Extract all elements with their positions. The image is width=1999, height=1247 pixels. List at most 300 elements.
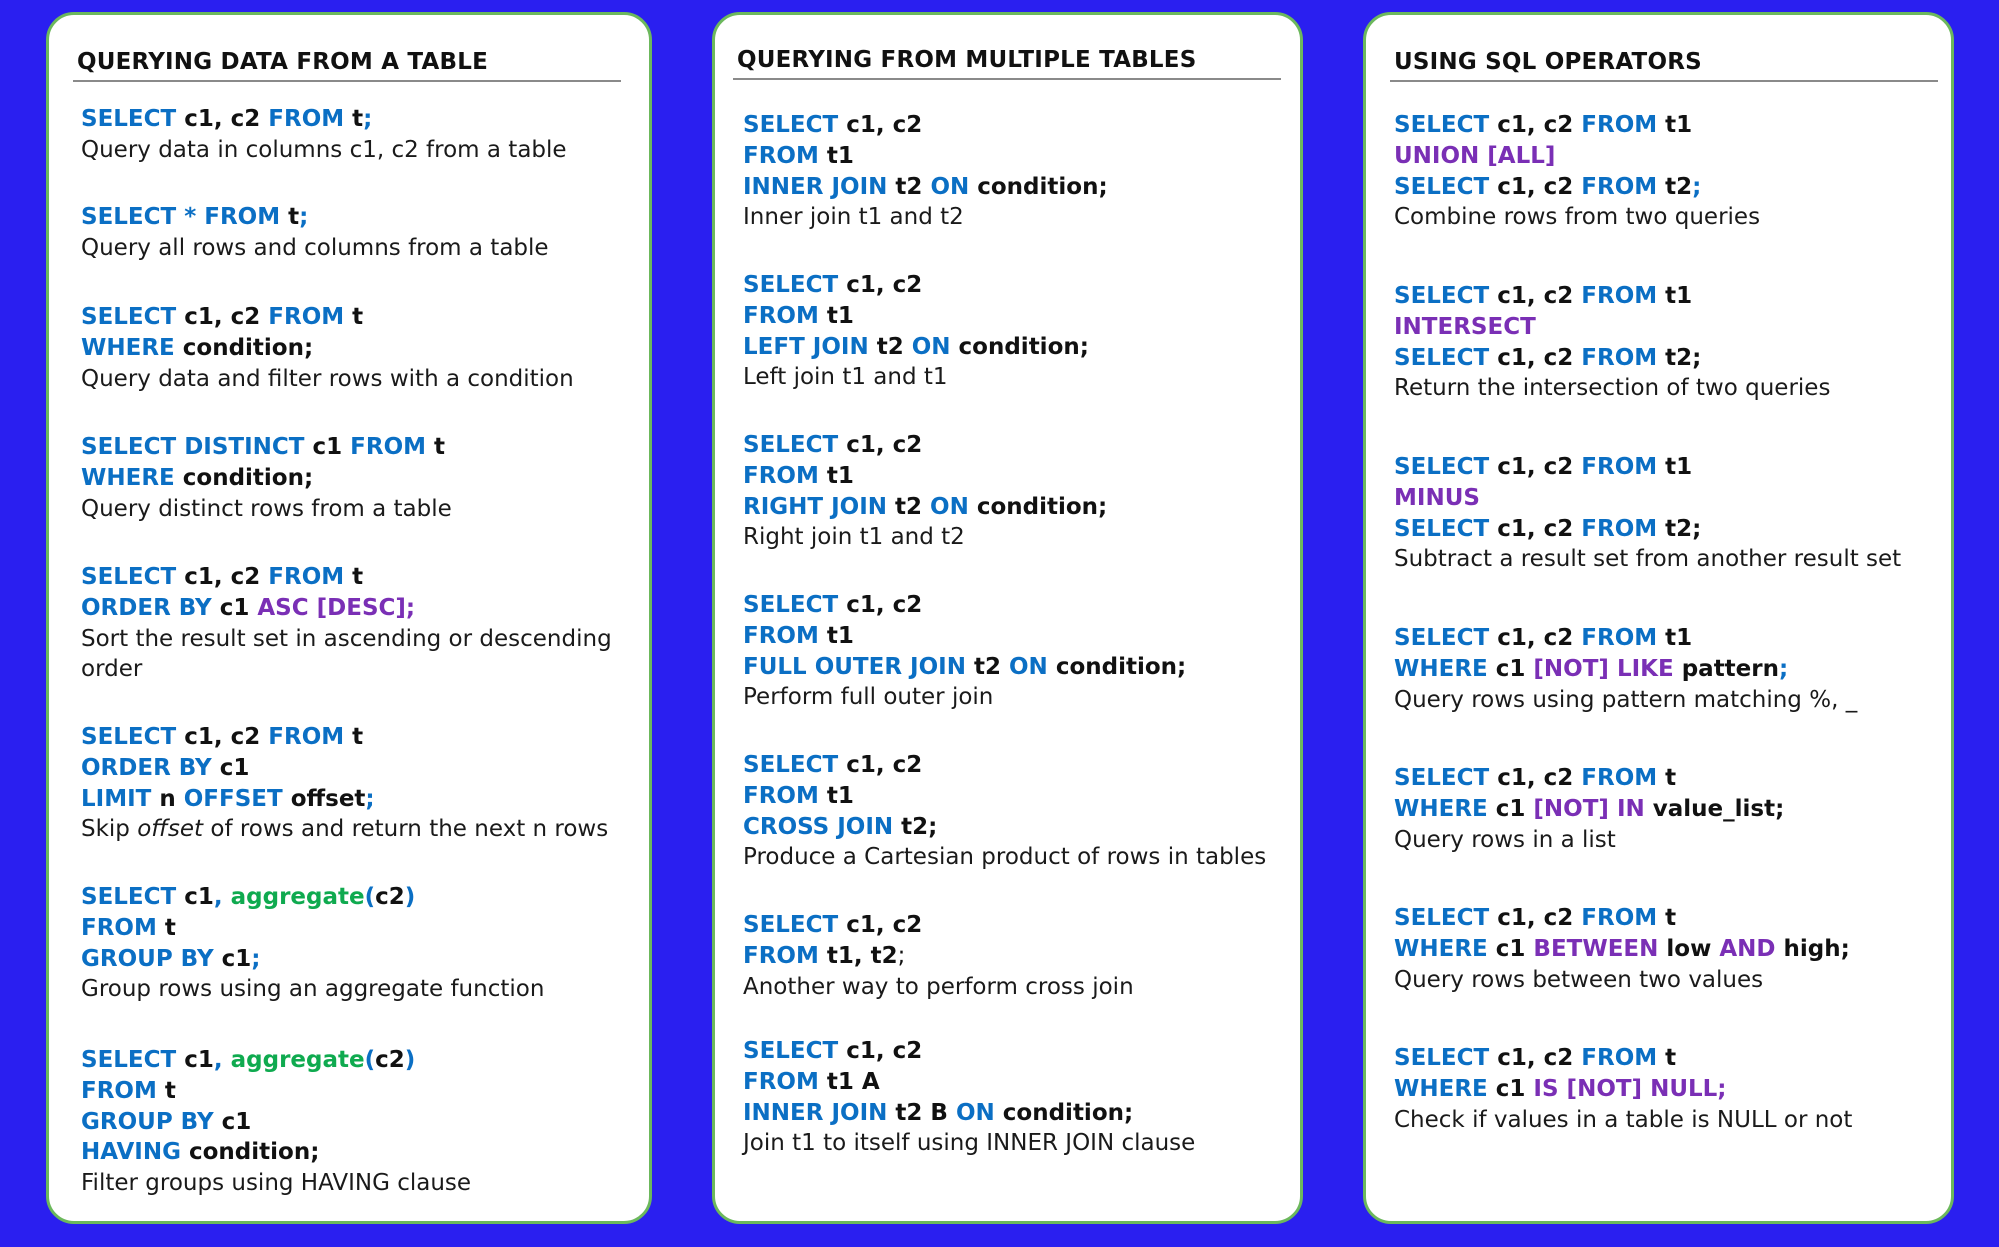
sql-code-line [743, 430, 1280, 461]
sql-operator: UNION [ALL] [1394, 142, 1556, 169]
sql-keyword: SELECT [1394, 765, 1498, 791]
sql-keyword: LIMIT [81, 785, 160, 812]
sql-code-line [1394, 654, 1931, 685]
description-text: Another way to perform cross join [743, 973, 1134, 1000]
sql-keyword: SELECT [81, 564, 185, 590]
sql-keyword: ON [930, 493, 977, 520]
code-text: t [164, 914, 176, 941]
sql-keyword: ; [1692, 173, 1702, 200]
sql-description [1394, 685, 1931, 716]
sql-keyword: SELECT [1394, 454, 1498, 480]
sql-entry [81, 562, 629, 685]
sql-code-line [1394, 141, 1931, 172]
code-text: t1 A [826, 1068, 880, 1095]
sql-keyword: FROM [1581, 515, 1666, 542]
description-text: Query distinct rows from a table [81, 495, 452, 522]
code-text: condition; [1055, 653, 1187, 680]
code-text: c1 [1495, 935, 1534, 962]
code-text: t2 [895, 173, 931, 200]
title-divider [73, 80, 621, 82]
code-text: c1, c2 [846, 592, 923, 618]
sql-keyword: SELECT [743, 432, 847, 458]
sql-keyword: FROM [1581, 344, 1666, 371]
sql-description [81, 1168, 629, 1199]
description-text: Sort the result set in ascending or descending order [81, 625, 612, 683]
code-text: n [159, 785, 184, 812]
column-using-sql-operators [1363, 12, 1954, 1224]
sql-code-line [1394, 794, 1931, 825]
sql-code-line [1394, 281, 1931, 312]
sql-code-line [81, 882, 629, 913]
code-text: t [352, 564, 364, 590]
code-text: t [288, 204, 300, 230]
code-text: t1 [826, 142, 854, 169]
sql-entry [1394, 623, 1931, 715]
code-text: c1 [221, 1108, 252, 1135]
code-text: condition; [1002, 1099, 1134, 1126]
code-text: t2; [901, 813, 938, 840]
code-text: c1 [184, 1047, 214, 1073]
sql-keyword: SELECT [81, 106, 185, 132]
sql-keyword: FROM [743, 622, 827, 649]
sql-keyword: SELECT DISTINCT [81, 434, 313, 460]
sql-code-line [1394, 934, 1931, 965]
sql-entry [81, 302, 629, 394]
sql-operator: [NOT] LIKE [1533, 655, 1682, 682]
code-text: c1, c2 [846, 112, 923, 138]
sql-entry [1394, 1043, 1931, 1135]
sql-keyword: ; [1779, 655, 1789, 682]
sql-description [81, 494, 629, 525]
sql-keyword: WHERE [1394, 1075, 1496, 1102]
sql-keyword: FULL OUTER JOIN [743, 653, 974, 680]
description-text: Return the intersection of two queries [1394, 375, 1831, 402]
sql-description [1394, 965, 1931, 996]
code-text: t2 [895, 493, 931, 520]
description-text: Subtract a result set from another result set [1394, 546, 1902, 573]
sql-function: aggregate [230, 884, 365, 910]
description-text: Query rows between two values [1394, 966, 1764, 993]
sql-code-line [81, 944, 629, 975]
sql-keyword: ON [1009, 653, 1056, 680]
sql-code-line [1394, 483, 1931, 514]
sql-keyword: ( [364, 884, 376, 910]
code-text: t [352, 106, 364, 132]
sql-keyword: FROM [81, 914, 165, 941]
code-text: c1 [221, 945, 252, 972]
sql-code-line [743, 812, 1280, 843]
sql-keyword: SELECT [81, 884, 185, 910]
sql-description [1394, 373, 1931, 404]
sql-code-line [81, 1045, 629, 1076]
sql-code-line [743, 172, 1280, 203]
sql-description [1394, 202, 1931, 233]
sql-keyword: GROUP BY [81, 1108, 222, 1135]
title-divider [1390, 80, 1938, 82]
code-text: t [434, 434, 446, 460]
sql-code-line [81, 302, 629, 333]
sql-code-line [81, 593, 629, 624]
sql-code-line [1394, 623, 1931, 654]
description-text: Inner join t1 and t2 [743, 204, 964, 231]
description-text: Query data and filter rows with a condition [81, 365, 574, 392]
sql-keyword: ( [364, 1047, 376, 1073]
sql-keyword: HAVING [81, 1139, 189, 1166]
sql-code-line [81, 753, 629, 784]
sql-entry [81, 1045, 629, 1199]
sql-keyword: FROM [350, 434, 435, 460]
sql-keyword: FROM [268, 724, 353, 750]
sql-keyword: SELECT [1394, 1045, 1498, 1071]
description-text: of rows and return the next n rows [203, 816, 609, 843]
sql-entry [81, 104, 629, 166]
sql-code-line [743, 301, 1280, 332]
code-text: c1, c2 [1497, 173, 1582, 200]
sql-entry [81, 202, 629, 264]
code-text: t [1665, 905, 1677, 931]
code-text: c1 [1495, 795, 1534, 822]
code-text: value_list; [1652, 795, 1785, 822]
code-text: c1, c2 [1497, 283, 1582, 309]
sql-keyword: SELECT [743, 592, 847, 618]
code-text: condition; [977, 173, 1108, 200]
description-text: Query rows in a list [1394, 826, 1616, 853]
italic-term: offset [137, 816, 204, 843]
sql-keyword: SELECT [81, 304, 185, 330]
sql-description [1394, 544, 1931, 575]
code-text: t1 [1665, 454, 1693, 480]
sql-code-line [743, 621, 1280, 652]
sql-code-line [743, 910, 1280, 941]
sql-description [743, 202, 1280, 233]
sql-code-line [1394, 172, 1931, 203]
code-text: c1, c2 [1497, 765, 1582, 791]
sql-keyword: SELECT [743, 272, 847, 298]
sql-description [81, 974, 629, 1005]
sql-keyword: OFFSET [183, 785, 291, 812]
code-text: t [1665, 1045, 1677, 1071]
code-text: t1 [1665, 283, 1693, 309]
sql-keyword: FROM [268, 564, 353, 590]
sql-keyword: FROM [743, 462, 827, 489]
code-text: t2; [1665, 344, 1702, 371]
code-text: c1, c2 [1497, 905, 1582, 931]
sql-keyword: ORDER BY [81, 754, 220, 781]
sql-keyword: SELECT [1394, 515, 1498, 542]
column-querying-from-multiple-tables [712, 12, 1303, 1224]
code-text: c1, c2 [846, 272, 923, 298]
column-querying-data-from-a-table [46, 12, 652, 1224]
code-text: c1, c2 [1497, 625, 1582, 651]
sql-keyword: ; [251, 945, 261, 972]
sql-operator: AND [1719, 935, 1784, 962]
sql-code-line [1394, 903, 1931, 934]
description-text: Right join t1 and t2 [743, 524, 965, 551]
sql-operator: MINUS [1394, 484, 1480, 511]
sql-operator: ASC [DESC] [257, 594, 406, 621]
sql-keyword: ; [365, 785, 375, 812]
sql-code-line [1394, 343, 1931, 374]
sql-keyword: ON [911, 333, 959, 360]
sql-code-line [743, 781, 1280, 812]
sql-keyword: SELECT [1394, 173, 1498, 200]
code-text: c2 [375, 884, 405, 910]
sql-keyword: ; [299, 204, 309, 230]
sql-code-line [743, 652, 1280, 683]
sql-keyword: CROSS JOIN [743, 813, 902, 840]
code-text: t [352, 304, 364, 330]
sql-description [1394, 1105, 1931, 1136]
code-text: c1, c2 [1497, 112, 1582, 138]
sql-description [81, 364, 629, 395]
sql-code-line [1394, 1043, 1931, 1074]
sql-keyword: SELECT [1394, 905, 1498, 931]
sql-keyword: WHERE [81, 334, 183, 361]
sql-description [743, 682, 1280, 713]
code-text: c1, c2 [846, 912, 923, 938]
code-text: c1 [219, 754, 250, 781]
code-text: c1, c2 [1497, 515, 1582, 542]
code-text: c1, c2 [846, 1038, 923, 1064]
code-text: c1 [312, 434, 351, 460]
sql-keyword: FROM [1581, 112, 1666, 138]
sql-entry [81, 432, 629, 524]
sql-keyword: FROM [743, 942, 827, 969]
code-text: pattern [1681, 655, 1779, 682]
sql-keyword: SELECT [743, 112, 847, 138]
code-text: condition; [188, 1139, 320, 1166]
sql-code-line [1394, 514, 1931, 545]
code-text: c1 [1495, 655, 1534, 682]
sql-keyword: FROM [1581, 454, 1666, 480]
sql-keyword: FROM [743, 142, 827, 169]
code-text: t2 B [895, 1099, 956, 1126]
code-text: t2 [876, 333, 912, 360]
sql-keyword: ORDER BY [81, 594, 220, 621]
sql-keyword: , [213, 884, 231, 910]
sql-keyword: FROM [81, 1077, 165, 1104]
sql-keyword: WHERE [1394, 935, 1496, 962]
sql-keyword: ON [955, 1099, 1003, 1126]
sql-code-line [1394, 312, 1931, 343]
sql-operator: INTERSECT [1394, 313, 1536, 340]
sql-keyword: FROM [743, 302, 827, 329]
sql-code-line [81, 562, 629, 593]
code-text: t [1665, 765, 1677, 791]
sql-entry [1394, 452, 1931, 575]
sql-keyword: FROM [1581, 625, 1666, 651]
code-text: t [164, 1077, 176, 1104]
sql-keyword: FROM [1581, 283, 1666, 309]
sql-code-line [743, 492, 1280, 523]
sql-keyword: SELECT [1394, 344, 1498, 371]
sql-keyword: , [213, 1047, 231, 1073]
sql-code-line [81, 1076, 629, 1107]
code-text: c1 [1495, 1075, 1534, 1102]
sql-keyword: FROM [1581, 905, 1666, 931]
code-text: t1 [826, 622, 854, 649]
code-text: low [1666, 935, 1720, 962]
sql-code-line [1394, 110, 1931, 141]
sql-keyword: SELECT [743, 1038, 847, 1064]
column-title: QUERYING FROM MULTIPLE TABLES [737, 47, 1197, 73]
description-text: Skip [81, 816, 138, 843]
sql-description [81, 135, 629, 166]
sql-code-line [743, 1067, 1280, 1098]
sql-keyword: SELECT [81, 724, 185, 750]
sql-keyword: INNER JOIN [743, 173, 896, 200]
code-text: t1 [826, 782, 854, 809]
description-text: Query data in columns c1, c2 from a table [81, 136, 567, 163]
sql-keyword: FROM [1581, 173, 1666, 200]
sql-code-line [743, 110, 1280, 141]
code-text: offset [290, 785, 366, 812]
sql-keyword: FROM [1581, 1045, 1666, 1071]
code-text: condition; [182, 464, 314, 491]
sql-description [743, 972, 1280, 1003]
sql-code-line [743, 1036, 1280, 1067]
sql-code-line [81, 784, 629, 815]
sql-keyword: FROM [268, 304, 353, 330]
sql-entry [743, 910, 1280, 1002]
code-text: t1, t2 [826, 942, 898, 969]
sql-keyword: GROUP BY [81, 945, 222, 972]
sql-description [81, 814, 629, 845]
sql-keyword: WHERE [81, 464, 183, 491]
sql-code-line [81, 1137, 629, 1168]
code-text: t1 [1665, 625, 1693, 651]
sql-code-line [81, 722, 629, 753]
code-text: c1 [184, 884, 214, 910]
sql-code-line [743, 141, 1280, 172]
sql-code-line [81, 1107, 629, 1138]
code-text: c1, c2 [184, 724, 269, 750]
code-text: c1, c2 [846, 752, 923, 778]
code-text: t1 [1665, 112, 1693, 138]
sql-description [81, 233, 629, 264]
sql-keyword: ; [363, 106, 373, 132]
sql-keyword: INNER JOIN [743, 1099, 896, 1126]
sql-entry [743, 110, 1280, 233]
code-text: c1, c2 [184, 106, 269, 132]
code-text: condition; [182, 334, 314, 361]
code-text: condition; [958, 333, 1089, 360]
sql-description [743, 522, 1280, 553]
sql-keyword: SELECT * FROM [81, 204, 289, 230]
sql-code-line [743, 1098, 1280, 1129]
sql-code-line [743, 332, 1280, 363]
description-text: Query rows using pattern matching %, _ [1394, 686, 1858, 713]
sql-operator: IS [NOT] NULL; [1533, 1075, 1727, 1102]
sql-entry [743, 270, 1280, 393]
column-title: QUERYING DATA FROM A TABLE [77, 49, 489, 75]
code-text: t2 [973, 653, 1009, 680]
sql-keyword: SELECT [743, 912, 847, 938]
sql-keyword: SELECT [1394, 283, 1498, 309]
sql-code-line [81, 432, 629, 463]
sql-operator: BETWEEN [1533, 935, 1667, 962]
sql-keyword: WHERE [1394, 795, 1496, 822]
sql-keyword: ) [404, 1047, 416, 1073]
sql-code-line [1394, 763, 1931, 794]
code-text: ; [897, 942, 906, 969]
code-text: c2 [375, 1047, 405, 1073]
sql-keyword: SELECT [1394, 625, 1498, 651]
sql-code-line [1394, 452, 1931, 483]
sql-keyword: FROM [743, 1068, 827, 1095]
title-divider [733, 78, 1281, 80]
sql-description [1394, 825, 1931, 856]
sql-code-line [81, 463, 629, 494]
column-title: USING SQL OPERATORS [1394, 49, 1702, 75]
sql-code-line [1394, 1074, 1931, 1105]
sql-entry [743, 590, 1280, 713]
sql-code-line [743, 461, 1280, 492]
sql-description [743, 1128, 1280, 1159]
sql-code-line [743, 590, 1280, 621]
sql-keyword: FROM [743, 782, 827, 809]
sql-keyword: RIGHT JOIN [743, 493, 896, 520]
sql-operator: [NOT] IN [1533, 795, 1653, 822]
sql-code-line [81, 913, 629, 944]
sql-entry [743, 750, 1280, 873]
sql-code-line [743, 270, 1280, 301]
sql-keyword: FROM [268, 106, 353, 132]
code-text: t2; [1665, 515, 1702, 542]
code-text: c1, c2 [846, 432, 923, 458]
sql-keyword: LEFT JOIN [743, 333, 877, 360]
code-text: c1, c2 [1497, 454, 1582, 480]
code-text: t1 [826, 302, 854, 329]
sql-description [81, 624, 629, 686]
description-text: Produce a Cartesian product of rows in tables [743, 844, 1267, 871]
sql-keyword: WHERE [1394, 655, 1496, 682]
sql-code-line [743, 941, 1280, 972]
code-text: condition; [976, 493, 1108, 520]
code-text: c1 [219, 594, 258, 621]
sql-keyword: ) [404, 884, 416, 910]
sql-entry [1394, 110, 1931, 233]
code-text: t2 [1665, 173, 1693, 200]
sql-entry [1394, 281, 1931, 404]
sql-keyword: SELECT [743, 752, 847, 778]
sql-entry [1394, 763, 1931, 855]
sql-function: aggregate [230, 1047, 365, 1073]
sql-entry [81, 882, 629, 1005]
code-text: c1, c2 [1497, 1045, 1582, 1071]
sql-keyword: FROM [1581, 765, 1666, 791]
sql-code-line [81, 202, 629, 233]
sql-description [743, 362, 1280, 393]
sql-keyword: SELECT [1394, 112, 1498, 138]
description-text: Query all rows and columns from a table [81, 234, 549, 261]
sql-keyword: ON [930, 173, 978, 200]
sql-entry [743, 430, 1280, 553]
code-text: c1, c2 [184, 304, 269, 330]
code-text: t [352, 724, 364, 750]
description-text: Left join t1 and t1 [743, 364, 948, 391]
sql-code-line [743, 750, 1280, 781]
sql-description [743, 842, 1280, 873]
sql-entry [81, 722, 629, 845]
code-text: t1 [826, 462, 854, 489]
description-text: Join t1 to itself using INNER JOIN clause [743, 1130, 1196, 1157]
description-text: Filter groups using HAVING clause [81, 1170, 472, 1197]
sql-code-line [81, 104, 629, 135]
sql-keyword: SELECT [81, 1047, 185, 1073]
description-text: Group rows using an aggregate function [81, 976, 545, 1003]
sql-entry [1394, 903, 1931, 995]
